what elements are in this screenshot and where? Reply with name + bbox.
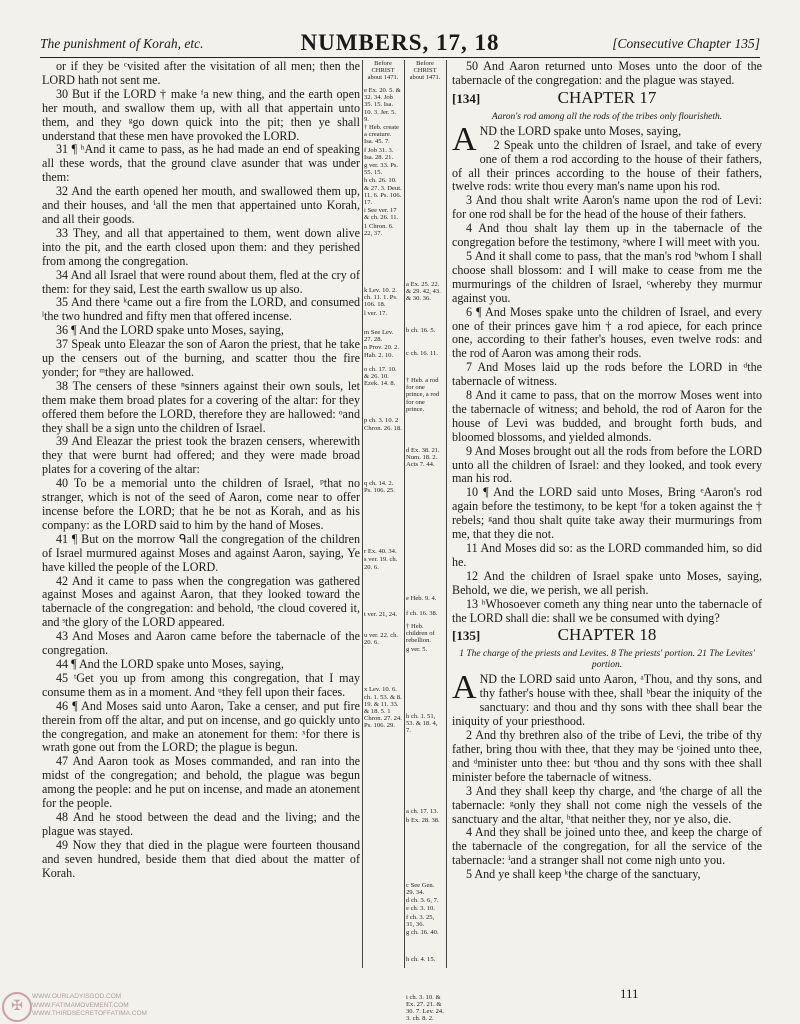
verse-text: 4 And they shall be joined unto thee, and keep the charge of the tabernacle of the congregation, for all the service of the tabernacle: ⁱand a stranger shall not come nigh unto you. (452, 825, 762, 868)
verse (42, 755, 360, 811)
cross-reference: b Ex. 28. 38. (406, 816, 440, 824)
verse-text: 36 ¶ And the LORD spake unto Moses, saying, (56, 323, 284, 338)
cross-reference: f ch. 3. 25, 31, 36. (406, 913, 435, 928)
verse (452, 542, 762, 570)
verse-text: 41 ¶ But on the morrow ᑫall the congregation of the children of Israel murmured against Moses and against Aaron, saying, Ye have killed the people of the LORD. (42, 531, 360, 574)
chapter-title: CHAPTER 18 (557, 625, 657, 645)
consecutive-chapter-number: [135] (452, 628, 481, 644)
header-book-chapter: NUMBERS, 17, 18 (300, 30, 500, 55)
verse (452, 486, 762, 542)
verse-text: 13 ʰWhosoever cometh any thing near unto the tabernacle of the LORD shall die: shall we be consumed with dying? (452, 596, 762, 625)
cross-reference: e Ex. 20. 5. & 32. 34. Job 35. 15. Isa. 10. 3. Jer. 5. 9. (364, 87, 401, 123)
verse-text: 33 They, and all that appertained to them, went down alive into the pit, and the earth closed upon them: and they perished from among the congregation. (42, 225, 360, 268)
cross-reference: a Ex. 25. 22. & 29. 42, 43. & 30. 36. (406, 281, 441, 303)
drop-cap: A (452, 120, 477, 158)
cross-reference: g ver. 33. Ps. 55. 15. (364, 162, 399, 177)
verse-text: 40 To be a memorial unto the children of Israel, ᵖthat no stranger, which is not of the seed of Aaron, come near to offer incense before the LORD; that he be not as Korah, and as his company: as the LORD said to him by the hand of Moses. (42, 476, 360, 532)
cross-reference: u ver. 22. ch. 20. 6. (364, 631, 399, 647)
cross-reference: o ch. 17. 10. & 26. 10. Ezek. 14. 8. (364, 365, 397, 388)
verse-text: 5 And ye shall keep ᵏthe charge of the sanctuary, (466, 867, 701, 882)
verse (452, 669, 762, 729)
verse-text: 44 ¶ And the LORD spake unto Moses, saying, (56, 656, 284, 671)
cross-reference: g ver. 5. (406, 645, 428, 653)
cross-reference: h ch. 1. 51, 53. & 18. 4, 7. (406, 712, 438, 735)
cross-reference: n Prov. 20. 2. (364, 344, 400, 352)
verse-text: 45 ᵗGet you up from among this congregation, that I may consume them as in a moment. And ᵘthey fell upon their faces. (42, 670, 360, 699)
cross-reference: † Heb. a rod for one prince, a rod for one prince. (406, 377, 440, 413)
verse (42, 143, 360, 185)
verse (42, 88, 360, 144)
verse-text: 42 And it came to pass when the congregation was gathered against Moses and against Aaron, that they looked toward the tabernacle of the congregation: and behold, ʳthe cloud covered it, and ˢthe glory of the LORD appeared. (42, 573, 360, 630)
cross-reference: † Heb. create a creature. Isa. 45. 7. (364, 124, 399, 146)
verse-text: 8 And it came to pass, that on the morrow Moses went into the tabernacle of witness; and behold, the rod of Aaron for the house of Levi was budded, and brought forth buds, and bloomed blossoms, and yielded almonds. (452, 388, 762, 444)
verse (42, 672, 360, 700)
verse-text: 38 The censers of these ⁿsinners against their own souls, let them make them broad plates for a covering of the altar: for they offered them before the LORD, therefore they are hallowed: ᵒand they shall be a sign unto the children of Israel. (42, 378, 360, 435)
column-divider (446, 60, 447, 968)
cross-reference: Hab. 2. 10. (364, 352, 394, 360)
verse (452, 570, 762, 598)
left-text-column (42, 60, 360, 880)
cross-reference: c ch. 16. 11. (406, 349, 438, 357)
header-rule (40, 57, 760, 58)
seal-icon: ✠ (2, 992, 32, 1022)
verse-text: 39 And Eleazar the priest took the brazen censers, wherewith they that were burnt had offered; and they were made broad plates for a covering of the altar: (42, 434, 360, 477)
verse-text: 10 ¶ And the LORD said unto Moses, Bring ᵉAaron's rod again before the testimony, to be kept ᶠfor a token against the † rebels; ᵍand thou shalt quite take away their murmurings from me, that they die not. (452, 485, 762, 542)
cross-reference: l ver. 17. (364, 309, 388, 317)
cross-reference: f Job 31. 3. Isa. 28. 21. (364, 146, 394, 161)
verse (452, 120, 762, 158)
verse (42, 839, 360, 881)
verse-text: ND the LORD said unto Aaron, ᵃThou, and thy sons, and thy father's house with thee, shall ᵇbear the iniquity of the sanctuary: and thou and thy sons with thee shall bear the iniquity of your priesthood. (452, 672, 762, 729)
verse (42, 380, 360, 436)
watermark-line: WWW.THIRDSECRETOFFATIMA.COM (32, 1010, 147, 1017)
column-divider (404, 60, 405, 968)
cross-reference: d Ex. 38. 21. Num. 18. 2. Acts 7. 44. (406, 447, 440, 469)
verse (452, 194, 762, 222)
right-text-column (452, 60, 762, 882)
chapter-18-heading (452, 625, 762, 648)
running-header (40, 30, 760, 56)
cross-reference: † Heb. children of rebellion. (406, 623, 435, 645)
verse (452, 445, 762, 487)
verse-text: 34 And all Israel that were round about them, fled at the cry of them: for they said, Lest the earth swallow us up also. (42, 267, 360, 296)
verse (42, 630, 360, 658)
website-watermark (2, 992, 242, 1020)
verse (452, 389, 762, 445)
verse (452, 222, 762, 250)
cross-reference: f ch. 16. 38. (406, 609, 438, 617)
verse-text: 6 ¶ And Moses spake unto the children of Israel, and every one of their princes gave him † a rod apiece, for each prince one, according to their father's houses, even twelve rods: and the rod of Aaron was among their rods. (452, 304, 762, 361)
cross-reference: p ch. 3. 10. 2 Chron. 26. 18. (364, 417, 402, 432)
verse-text: 5 And it shall come to pass, that the man's rod ᵇwhom I shall choose shall blossom: and I will make to cease from me the murmurings of the children of Israel, ᶜwhereby they murmur against you. (452, 248, 762, 305)
verse (452, 598, 762, 626)
chapter-summary: Aaron's rod among all the rods of the tribes only flourisheth. (491, 111, 723, 122)
cross-reference: t ver. 21, 24. (364, 610, 397, 618)
cross-reference: e Heb. 9. 4. (406, 594, 437, 602)
watermark-text (32, 993, 147, 1019)
verse-text: 3 And they shall keep thy charge, and ᶠthe charge of all the tabernacle: ᵍonly they shall not come nigh the vessels of the sanctuary and the altar, ʰthat neither they, nor ye also, die. (452, 783, 762, 826)
cross-reference: 1 Chron. 6. 22, 37. (364, 222, 394, 237)
verse (452, 785, 762, 827)
verse-text: 3 And thou shalt write Aaron's name upon the rod of Levi: for one rod shall be for the head of the house of their fathers. (452, 193, 762, 222)
verse (452, 729, 762, 785)
verse (452, 306, 762, 362)
verse-text: 37 Speak unto Eleazar the son of Aaron the priest, that he take up the censers out of the burning, and scatter thou the fire yonder; for ᵐthey are hallowed. (42, 337, 360, 379)
column-divider (362, 60, 363, 968)
verse-text: 47 And Aaron took as Moses commanded, and ran into the midst of the congregation; and behold, the plague was begun among the people: and he put on incense, and made an atonement for the people. (42, 754, 360, 811)
chapter-summary: 1 The charge of the priests and Levites. 8 The priests' portion. 21 The Levites' portion. (459, 649, 755, 671)
cross-reference: k Lev. 10. 2. ch. 11. 1. Ps. 106. 18. (364, 287, 398, 309)
cross-reference: e ch. 3. 10. (406, 905, 435, 913)
verse-text: 50 And Aaron returned unto Moses unto the door of the tabernacle of the congregation: and the plague was stayed. (452, 59, 762, 87)
verse-text: ND the LORD spake unto Moses, saying, (479, 123, 682, 138)
verse (42, 575, 360, 631)
drop-cap: A (452, 669, 477, 707)
verse (42, 533, 360, 575)
page-number: 111 (620, 986, 639, 1001)
cross-reference: s ver. 19. ch. 20. 6. (364, 556, 398, 571)
cross-reference: m See Lev. 27. 28. (364, 328, 394, 344)
cross-reference-column-left (364, 60, 402, 731)
ref-date-heading: Before CHRIST about 1471. (367, 60, 399, 81)
watermark-line: WWW.FATIMAMOVEMENT.COM (32, 1001, 129, 1009)
verse-text: 2 And thy brethren also of the tribe of Levi, the tribe of thy father, bring thou with thee, that they may be ᶜjoined unto thee, and ᵈminister unto thee: but ᵉthou and thy sons with thee shall minister before the tabernacle of witness. (452, 728, 762, 784)
chapter-17-heading (452, 87, 762, 111)
verse-text: 32 And the earth opened her mouth, and swallowed them up, and their houses, and ⁱall the men that appertained unto Korah, and all their goods. (42, 184, 360, 226)
verse-text: 11 And Moses did so: as the LORD commanded him, so did he. (452, 541, 762, 569)
verse-text: 46 ¶ And Moses said unto Aaron, Take a censer, and put fire therein from off the altar, and put on incense, and go quickly unto the congregation, and make an atonement for them: ˣfor there is wrath gone out from the LORD; the plague is begun. (42, 698, 360, 755)
consecutive-chapter-number: [134] (452, 90, 481, 106)
verse (452, 250, 762, 306)
verse-text: 4 And thou shalt lay them up in the tabernacle of the congregation before the testimony, ᵃwhere I will meet with you. (452, 221, 762, 250)
verse-text: 12 And the children of Israel spake unto Moses, saying, Behold, we die, we perish, we all perish. (452, 568, 762, 597)
chapter-title: CHAPTER 17 (557, 87, 657, 107)
verse (42, 296, 360, 324)
watermark-line: WWW.OURLADYISGOD.COM (32, 993, 122, 1000)
verse (42, 811, 360, 839)
verse (42, 185, 360, 227)
verse (452, 139, 762, 195)
cross-reference: i ch. 3. 10. & Ex. 27. 21. & 30. 7. Lev. 24. 3. ch. 8. 2. (406, 993, 444, 1023)
verse-text: 48 And he stood between the dead and the living; and the plague was stayed. (42, 809, 360, 838)
verse (42, 269, 360, 297)
verse-text: 30 But if the LORD † make ᶠa new thing, and the earth open her mouth, and swallow them up, with all that appertain unto them, and they ᵍgo down quick into the pit; then ye shall understand that these men have provoked the LORD. (42, 86, 360, 143)
cross-reference: i See ver. 17 & ch. 26. 11. (364, 207, 399, 222)
cross-reference: b ch. 16. 5. (406, 326, 436, 334)
verse (42, 338, 360, 380)
cross-reference: d ch. 3. 6, 7. (406, 897, 439, 905)
verse (42, 227, 360, 269)
verse (452, 361, 762, 389)
verse (42, 60, 360, 88)
verse (42, 324, 360, 338)
cross-reference: h ch. 26. 10. & 27. 3. Deut. 11. 6. Ps. 106. 17. (364, 177, 402, 207)
cross-reference-column-right (406, 60, 444, 1023)
verse-text: 31 ¶ ʰAnd it came to pass, as he had made an end of speaking all these words, that the ground clave asunder that was under them: (42, 142, 360, 185)
verse (452, 868, 762, 882)
verse-text: 49 Now they that died in the plague were fourteen thousand and seven hundred, beside them that died about the matter of Korah. (42, 837, 360, 880)
cross-reference: g ch. 16. 40. (406, 929, 439, 937)
header-left-title: The punishment of Korah, etc. (40, 36, 204, 51)
ref-date-heading: Before CHRIST about 1471. (409, 60, 441, 81)
verse-text: 9 And Moses brought out all the rods from before the LORD unto all the children of Israel: and they looked, and took every man his rod. (452, 443, 762, 486)
verse-text: or if they be ᶜvisited after the visitation of all men; then the LORD hath not sent me. (42, 59, 360, 87)
cross-reference: r Ex. 40. 34. (364, 548, 397, 556)
cross-reference: x Lev. 10. 6. ch. 1. 53. & 8. 19. & 11. 33. & 18. 5. 1 Chron. 27. 24. Ps. 106. 29. (364, 686, 402, 730)
verse (42, 435, 360, 477)
verse-text: 2 Speak unto the children of Israel, and take of every one of them a rod according to the house of their fathers, of all their princes according to the house of their fathers, twelve rods: write thou every man's name upon his rod. (452, 137, 762, 194)
verse (42, 700, 360, 756)
cross-reference: q ch. 14. 2. Ps. 106. 25. (364, 479, 395, 494)
verse-text: 43 And Moses and Aaron came before the tabernacle of the congregation. (42, 629, 360, 658)
cross-reference: a ch. 17. 13. (406, 808, 439, 816)
verse (452, 60, 762, 88)
cross-reference: c See Gen. 29. 34. (406, 881, 435, 897)
cross-reference: h ch. 4. 15. (406, 956, 436, 964)
verse (452, 826, 762, 868)
verse-text: 35 And there ᵏcame out a fire from the LORD, and consumed ˡthe two hundred and fifty men that offered incense. (42, 295, 360, 324)
verse (42, 658, 360, 672)
header-consecutive-chapter: [Consecutive Chapter 135] (612, 36, 760, 51)
verse (42, 477, 360, 533)
verse-text: 7 And Moses laid up the rods before the LORD in ᵈthe tabernacle of witness. (452, 360, 762, 389)
